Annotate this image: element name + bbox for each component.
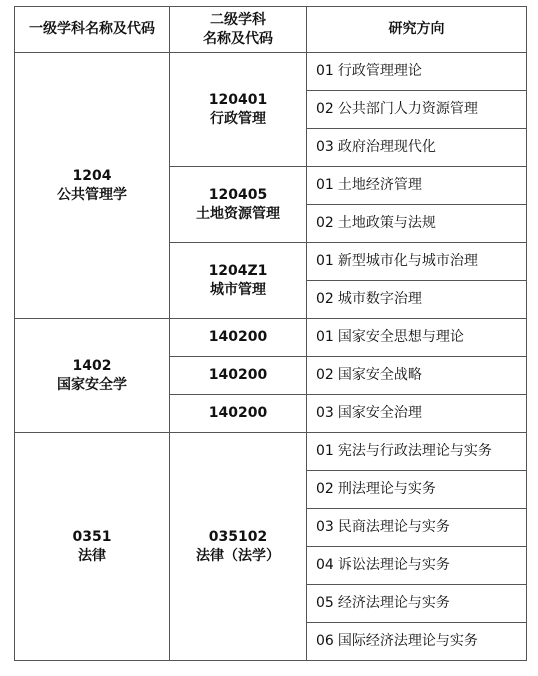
direction-name: 经济法理论与实务 [337, 595, 450, 611]
research-direction-cell [307, 395, 527, 433]
discipline-table [14, 6, 527, 661]
direction-number: 03 [316, 519, 334, 535]
direction-name: 政府治理现代化 [337, 139, 436, 155]
first-level-name: 法律 [78, 547, 106, 564]
direction-name: 国家安全治理 [337, 405, 422, 421]
direction-number: 03 [316, 139, 334, 155]
direction-name: 城市数字治理 [337, 291, 422, 307]
table-row [15, 319, 527, 357]
research-direction-cell [307, 91, 527, 129]
second-level-cell [170, 53, 307, 167]
second-level-cell [170, 395, 307, 433]
table-row [15, 433, 527, 471]
second-level-code: 035102 [208, 528, 268, 545]
research-direction-cell [307, 53, 527, 91]
research-direction-cell [307, 585, 527, 623]
first-level-code: 1204 [72, 167, 112, 184]
direction-number: 05 [316, 595, 334, 611]
direction-number: 02 [316, 215, 334, 231]
direction-name: 土地政策与法规 [337, 215, 436, 231]
research-direction-cell [307, 509, 527, 547]
research-direction-cell [307, 357, 527, 395]
second-level-code: 140200 [208, 405, 268, 421]
research-direction-cell [307, 433, 527, 471]
second-level-code: 120401 [208, 91, 268, 108]
research-direction-cell [307, 167, 527, 205]
research-direction-cell [307, 471, 527, 509]
direction-number: 06 [316, 633, 334, 649]
direction-name: 刑法理论与实务 [337, 481, 436, 497]
second-level-code: 120405 [208, 186, 268, 203]
direction-number: 01 [316, 329, 334, 345]
second-level-name: 城市管理 [210, 281, 266, 298]
direction-number: 02 [316, 101, 334, 117]
direction-number: 01 [316, 177, 334, 193]
research-direction-cell [307, 281, 527, 319]
header-first-level-discipline: 一级学科名称及代码 [15, 7, 170, 53]
second-level-code: 1204Z1 [208, 262, 268, 279]
table-header-row [15, 7, 527, 53]
second-level-code: 140200 [208, 329, 268, 345]
direction-number: 02 [316, 291, 334, 307]
research-direction-cell [307, 243, 527, 281]
research-direction-cell [307, 623, 527, 661]
table-row [15, 53, 527, 91]
direction-name: 诉讼法理论与实务 [337, 557, 450, 573]
direction-name: 公共部门人力资源管理 [337, 101, 478, 117]
second-level-name: 土地资源管理 [196, 205, 280, 222]
first-level-cell [15, 319, 170, 433]
second-level-cell [170, 243, 307, 319]
header-research-direction: 研究方向 [307, 7, 527, 53]
research-direction-cell [307, 547, 527, 585]
second-level-code: 140200 [208, 367, 268, 383]
direction-name: 国家安全思想与理论 [337, 329, 464, 345]
header-second-level-discipline [170, 7, 307, 53]
second-level-cell [170, 433, 307, 661]
direction-name: 行政管理理论 [337, 63, 422, 79]
second-level-cell [170, 167, 307, 243]
direction-name: 新型城市化与城市治理 [337, 253, 478, 269]
direction-name: 土地经济管理 [337, 177, 422, 193]
direction-name: 宪法与行政法理论与实务 [337, 443, 492, 459]
direction-number: 03 [316, 405, 334, 421]
direction-number: 01 [316, 443, 334, 459]
direction-number: 02 [316, 367, 334, 383]
header-second-level-line1: 二级学科 [210, 11, 266, 28]
first-level-cell [15, 433, 170, 661]
direction-number: 01 [316, 63, 334, 79]
research-direction-cell [307, 129, 527, 167]
second-level-cell [170, 319, 307, 357]
direction-name: 国际经济法理论与实务 [337, 633, 478, 649]
direction-name: 国家安全战略 [337, 367, 422, 383]
first-level-name: 国家安全学 [57, 376, 127, 393]
first-level-code: 0351 [72, 528, 112, 545]
first-level-name: 公共管理学 [57, 186, 127, 203]
direction-name: 民商法理论与实务 [337, 519, 450, 535]
first-level-cell [15, 53, 170, 319]
second-level-cell [170, 357, 307, 395]
direction-number: 04 [316, 557, 334, 573]
direction-number: 02 [316, 481, 334, 497]
second-level-name: 行政管理 [210, 110, 266, 127]
research-direction-cell [307, 319, 527, 357]
first-level-code: 1402 [72, 357, 112, 374]
second-level-name: 法律（法学） [196, 547, 280, 564]
research-direction-cell [307, 205, 527, 243]
direction-number: 01 [316, 253, 334, 269]
header-second-level-line2: 名称及代码 [203, 30, 273, 47]
